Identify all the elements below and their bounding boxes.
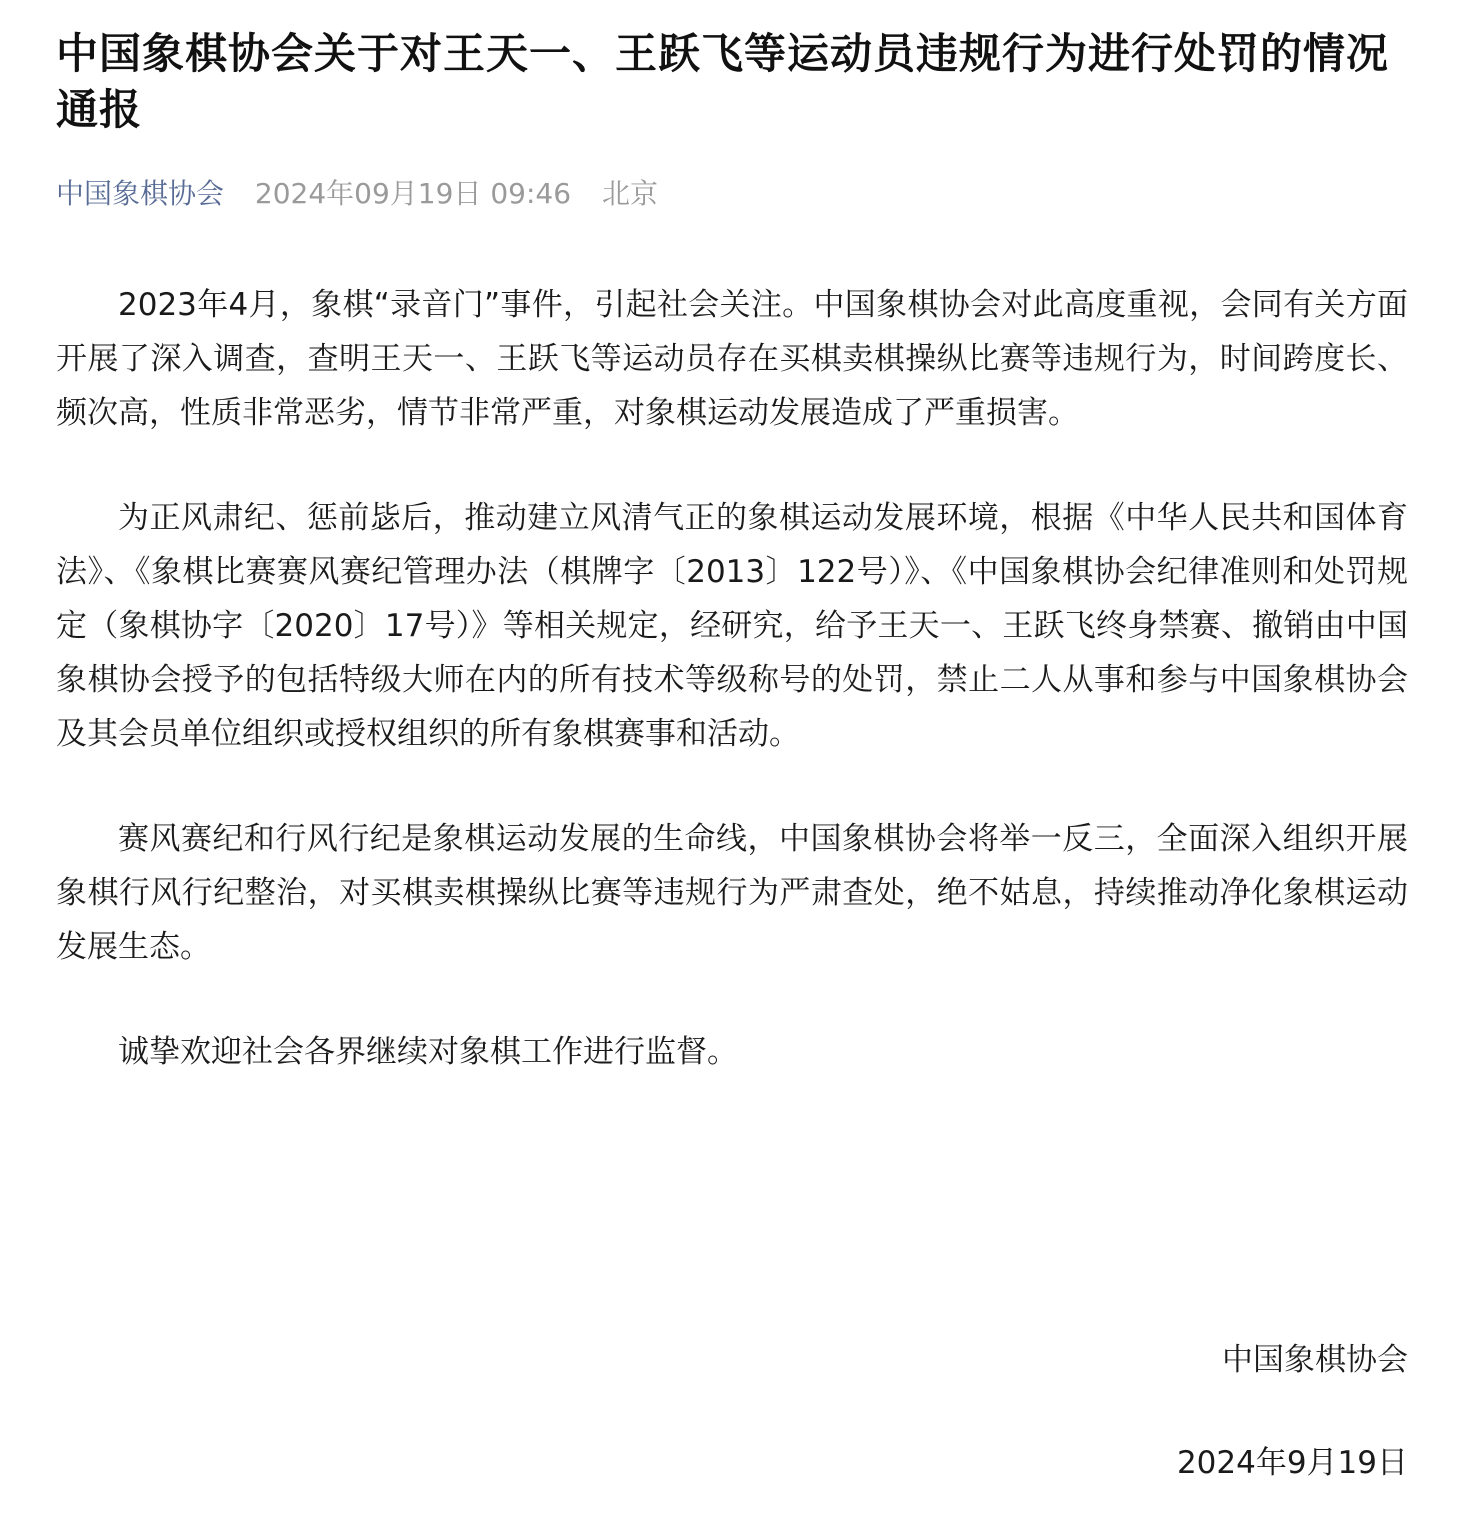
- paragraph: 2023年4月，象棋“录音门”事件，引起社会关注。中国象棋协会对此高度重视，会同有关方面开展了深入调查，查明王天一、王跃飞等运动员存在买棋卖棋操纵比赛等违规行为，时间跨度长、频次高，性质非常恶劣，情节非常严重，对象棋运动发展造成了严重损害。: [56, 287, 1408, 431]
- publish-location: 北京: [601, 177, 658, 210]
- article-title: 中国象棋协会关于对王天一、王跃飞等运动员违规行为进行处罚的情况通报: [56, 29, 1390, 134]
- publish-time: 2024年09月19日 09:46: [254, 177, 572, 210]
- signature-date: 2024年9月19日: [1176, 1445, 1408, 1481]
- paragraph: 赛风赛纪和行风行纪是象棋运动发展的生命线，中国象棋协会将举一反三，全面深入组织开展象棋行风行纪整治，对买棋卖棋操纵比赛等违规行为严肃查处，绝不姑息，持续推动净化象棋运动发展生态。: [56, 821, 1408, 965]
- article-meta: [56, 174, 1408, 214]
- article-body: [56, 278, 1408, 1079]
- signature-organization: 中国象棋协会: [1222, 1342, 1408, 1378]
- paragraph: 为正风肃纪、惩前毖后，推动建立风清气正的象棋运动发展环境，根据《中华人民共和国体育法》、《象棋比赛赛风赛纪管理办法（棋牌字〔2013〕122号）》、《中国象棋协会纪律准则和处罚规定（象棋协字〔2020〕17号）》等相关规定，经研究，给予王天一、王跃飞终身禁赛、撤销由中国象棋协会授予的包括特级大师在内的所有技术等级称号的处罚，禁止二人从事和参与中国象棋协会及其会员单位组织或授权组织的所有象棋赛事和活动。: [56, 500, 1408, 752]
- article: [56, 0, 1408, 1130]
- author-link[interactable]: 中国象棋协会: [56, 177, 225, 210]
- paragraph: 诚挚欢迎社会各界继续对象棋工作进行监督。: [118, 1034, 738, 1070]
